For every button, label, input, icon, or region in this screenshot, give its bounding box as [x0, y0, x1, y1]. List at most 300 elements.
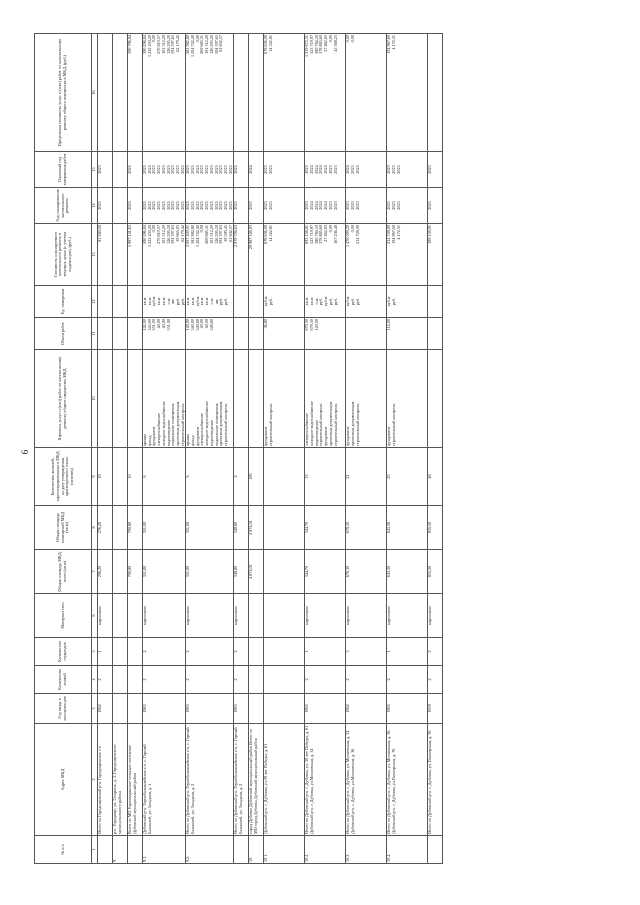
cell-line: подвальные помещения — [170, 403, 176, 446]
cell-line: 126 295,20 — [165, 35, 171, 54]
table-cell: 2 — [143, 638, 186, 666]
cell-line: фундамент — [194, 426, 200, 446]
cell-line: куб.м — [345, 296, 351, 307]
cell-line: 2023 — [327, 165, 333, 174]
cell-line: электроснабжение — [304, 413, 310, 446]
cell-line: руб. — [391, 297, 397, 306]
table-cell: 2 — [98, 666, 113, 694]
table-cell — [186, 350, 234, 448]
table-cell: кирпичное — [143, 594, 186, 638]
table-cell — [113, 666, 128, 694]
cell-line: 27 462,83 — [323, 35, 329, 52]
column-number: 2 — [92, 724, 98, 836]
cell-line: руб. — [268, 297, 274, 306]
table-cell: 2 — [346, 666, 387, 694]
cell-line: 2025 — [179, 201, 185, 210]
table-row — [98, 34, 113, 864]
cell-line: 214 728,00 — [354, 225, 360, 244]
table-cell: Итого по Дубовский р-н. г. Дубовка, ул. Московская, д. 36 Дубовский р-н. г. Дубовка, ул.Пионерская, д. 76 — [387, 724, 428, 836]
table-cell — [234, 188, 249, 224]
cell-line: 351,00 — [165, 319, 171, 331]
cell-line: 2023 — [304, 165, 310, 174]
table-cell — [264, 666, 305, 694]
cell-line: 0,00 — [350, 35, 356, 43]
cell-line: 36,80 — [263, 319, 269, 329]
cell-line: 2025 — [213, 165, 219, 174]
table-cell: 2 — [428, 666, 443, 694]
table-cell — [249, 224, 264, 286]
table-cell — [128, 350, 143, 448]
table-cell — [113, 286, 128, 318]
table-cell: 2 — [143, 666, 186, 694]
table-cell: 2 — [234, 638, 249, 666]
cell-line: 0,00 — [327, 225, 333, 233]
table-cell — [113, 506, 128, 550]
cell-line: 594 397,65 — [213, 35, 219, 54]
cell-line: проектная документация — [218, 401, 224, 446]
column-header: Предельная стоимость услуг и (или) работ по капитальному ремонту общего имущества в МКД, (руб.) — [35, 34, 92, 152]
cell-line: 2025 — [204, 165, 210, 174]
column-number: 5 — [92, 638, 98, 666]
table-cell: 6 — [143, 448, 186, 506]
cell-line: 214 728,00 — [386, 225, 392, 244]
cell-line: строительный контроль — [332, 403, 338, 446]
table-cell — [113, 224, 128, 286]
cell-line: руб. — [354, 297, 360, 306]
cell-line: 2023 — [327, 201, 333, 210]
cell-line: фундамент — [386, 426, 392, 446]
table-cell: 10.4. — [387, 836, 428, 864]
table-cell: 835,50 — [428, 506, 443, 550]
cell-line: 194 967,60 — [391, 225, 397, 244]
cell-line: 2025 — [151, 201, 157, 210]
cell-line: 2023 — [386, 165, 392, 174]
table-cell — [113, 152, 128, 188]
cell-line: 523 719,97 — [309, 225, 315, 244]
cell-line: п.м — [313, 298, 319, 305]
cell-line: 2025 — [227, 201, 233, 210]
cell-line: 40,00 — [160, 319, 166, 329]
cell-line: 2023 — [263, 201, 269, 210]
cell-line: 340,00 — [190, 319, 196, 331]
table-cell — [264, 350, 305, 448]
cell-line: 2023 — [268, 201, 274, 210]
cell-line: 2023 — [97, 165, 102, 174]
cell-line: 126 295,20 — [213, 225, 219, 244]
repair-plan-table — [34, 33, 443, 864]
cell-line: 2024 — [318, 201, 324, 210]
table-cell — [143, 350, 186, 448]
table-row — [428, 34, 443, 864]
table-cell: 349,80 — [234, 506, 249, 550]
cell-line: 2025 — [222, 165, 228, 174]
column-header: Общая площадь помещений МКД (кв.м) — [35, 506, 92, 550]
table-cell — [264, 594, 305, 638]
cell-line: 1 478 009,29 — [345, 225, 351, 247]
table-cell: кирпичное — [186, 594, 234, 638]
table-cell — [98, 286, 113, 318]
table-cell: 351,00 — [186, 550, 234, 594]
cell-line: 2025 — [142, 201, 147, 210]
table-cell: Итого по Дубовский р-н. Горнобалыклейское с/п, с. Горный Балыклей, ул. Западная, д. 2 — [234, 724, 249, 836]
cell-line: 2025 — [218, 165, 224, 174]
cell-line: 270 810,57 — [156, 35, 162, 54]
cell-line: руб. — [174, 297, 180, 306]
table-cell: 1962 — [346, 694, 387, 724]
table-cell: 1 — [98, 638, 113, 666]
cell-line: 140,00 — [185, 319, 191, 331]
table-cell: кирпичное — [387, 594, 428, 638]
table-cell — [264, 188, 305, 224]
table-cell: 10 — [128, 448, 143, 506]
cell-line: 2025 — [199, 201, 205, 210]
cell-line: кв.м — [142, 297, 147, 306]
table-cell — [234, 286, 249, 318]
cell-line: фундамент — [263, 426, 269, 446]
table-cell — [264, 34, 305, 152]
cell-line: 2025 — [233, 201, 239, 210]
cell-line: проектная документация — [327, 401, 333, 446]
table-cell — [113, 550, 128, 594]
cell-line: 2025 — [185, 201, 191, 210]
cell-line: 1 204 742,40 — [194, 225, 200, 247]
cell-line: 2024 — [309, 165, 315, 174]
cell-line: 14 522,81 — [268, 225, 274, 242]
cell-line: кв.м — [185, 297, 191, 306]
table-cell — [387, 188, 428, 224]
cell-line: 2023 — [304, 201, 310, 210]
table-cell: 700,80 — [128, 506, 143, 550]
cell-line: 2025 — [208, 201, 214, 210]
table-cell: 19 — [98, 448, 113, 506]
table-cell: 10.2. — [305, 836, 346, 864]
column-number: 15 — [92, 152, 98, 188]
cell-line: 142,00 — [142, 319, 147, 331]
table-cell — [128, 318, 143, 350]
table-cell — [346, 224, 387, 286]
cell-line: шт. — [170, 298, 176, 305]
table-cell: 643,30 — [387, 506, 428, 550]
table-cell — [305, 188, 346, 224]
cell-line: электроснабжение — [199, 413, 205, 446]
table-cell — [264, 638, 305, 666]
cell-line: 2025 — [160, 165, 166, 174]
cell-line: 45 368,23 — [332, 35, 338, 52]
table-cell: 344,70 — [305, 506, 346, 550]
table-cell: 3 — [346, 638, 387, 666]
column-number: 12 — [92, 286, 98, 318]
cell-line: 5 987 141,63 — [127, 225, 132, 247]
cell-line: фундамент — [151, 426, 157, 446]
cell-line: 2025 — [156, 201, 162, 210]
cell-line: 2025 — [199, 165, 205, 174]
cell-line: 2024 — [323, 201, 329, 210]
cell-line: 2025 — [204, 201, 210, 210]
table-cell — [264, 448, 305, 506]
column-number: 1 — [92, 836, 98, 864]
cell-line: 2025 — [185, 165, 191, 174]
cell-line: 2025 — [170, 165, 176, 174]
table-cell: 2 — [428, 638, 443, 666]
cell-line: 0,00 — [350, 225, 356, 233]
cell-line: 2025 — [218, 201, 224, 210]
table-cell — [387, 350, 428, 448]
cell-line: кв.м — [190, 297, 196, 306]
cell-line: 199 139,91 — [427, 225, 433, 244]
cell-line: 2023 — [354, 201, 360, 210]
cell-line: руб. — [332, 297, 338, 306]
column-number: 3 — [92, 694, 98, 724]
table-cell — [113, 594, 128, 638]
cell-line: 343,00 — [146, 319, 152, 331]
table-cell: кирпичное — [428, 594, 443, 638]
table-cell: р.п. Городище, ул. Гагарина, д. 3. Городищенского муниципального района — [113, 724, 128, 836]
table-cell: 700,80 — [128, 550, 143, 594]
rotated-page — [20, 22, 620, 882]
table-cell: кирпичное — [234, 594, 249, 638]
cell-line: 349,80 — [208, 319, 214, 331]
table-cell — [113, 638, 128, 666]
cell-line: 2024 — [313, 201, 319, 210]
cell-line: 2023 — [427, 165, 433, 174]
table-cell — [387, 286, 428, 318]
table-cell: 4 874,01 — [249, 506, 264, 550]
cell-line: кв.м — [309, 297, 315, 306]
cell-line: 380 784,50 — [313, 35, 319, 54]
column-number: 11 — [92, 318, 98, 350]
cell-line: 14 522,81 — [268, 35, 274, 52]
cell-line: холодное водоснабжение — [204, 401, 210, 446]
table-cell — [305, 34, 346, 152]
cell-line: 679,30 — [304, 319, 310, 331]
table-cell — [98, 350, 113, 448]
cell-line: 1 559 672,31 — [304, 35, 310, 57]
cell-line: 678 636,00 — [263, 35, 269, 54]
cell-line: строительный контроль — [391, 403, 397, 446]
cell-line: 2025 — [160, 201, 166, 210]
table-cell: 349,80 — [234, 550, 249, 594]
cell-line: кв.м — [199, 297, 205, 306]
cell-line: 3 007 409,01 — [185, 225, 191, 247]
table-cell — [186, 188, 234, 224]
table-cell — [264, 506, 305, 550]
table-cell: 296,20 — [98, 550, 113, 594]
table-cell: 4 — [234, 448, 249, 506]
table-cell — [186, 286, 234, 318]
cell-line: 2023 — [395, 201, 401, 210]
cell-line: 594 397,65 — [218, 225, 224, 244]
cell-line: 590 796,84 — [127, 35, 132, 54]
table-cell: 48 — [428, 448, 443, 506]
cell-line: п.м — [208, 298, 214, 305]
table-cell — [428, 152, 443, 188]
table-cell — [128, 594, 143, 638]
column-number: 14 — [92, 188, 98, 224]
table-cell: 185 — [249, 448, 264, 506]
cell-line: 678 636,00 — [263, 225, 269, 244]
cell-line: 581 982,80 — [185, 35, 191, 54]
column-header: Объем работ — [35, 318, 92, 350]
table-cell: 1962 — [98, 694, 113, 724]
table-cell — [249, 152, 264, 188]
cell-line: 2025 — [179, 165, 185, 174]
cell-line: 2025 — [233, 165, 239, 174]
cell-line: 2025 — [156, 165, 162, 174]
cell-line: 2023 — [248, 201, 254, 210]
table-cell: 6 — [186, 448, 234, 506]
table-cell: кирпичное — [305, 594, 346, 638]
cell-line: 40,00 — [199, 319, 205, 329]
cell-line: строительный контроль — [179, 403, 185, 446]
cell-line: 0,00 — [194, 35, 200, 43]
table-row — [264, 34, 305, 864]
cell-line: 61 602,57 — [218, 35, 224, 52]
table-cell — [249, 350, 264, 448]
table-cell — [113, 350, 128, 448]
table-cell: 10.1. — [264, 836, 305, 864]
table-cell — [387, 152, 428, 188]
table-cell: 13 — [305, 448, 346, 506]
cell-line: 126 295,20 — [165, 225, 171, 244]
table-cell — [98, 152, 113, 188]
table-cell — [249, 34, 264, 152]
cell-line: 2025 — [146, 201, 152, 210]
cell-line: 0,00 — [327, 35, 333, 43]
table-row — [249, 34, 264, 864]
table-cell: 1963 — [143, 694, 186, 724]
cell-line: 349,80 — [194, 319, 200, 331]
table-cell — [249, 666, 264, 694]
table-cell — [428, 836, 443, 864]
cell-line: 62 179,42 — [179, 225, 185, 242]
cell-line: 39 590,45 — [222, 225, 228, 242]
table-cell — [143, 188, 186, 224]
cell-line: проектная документация — [350, 401, 356, 446]
table-cell: 835,50 — [428, 550, 443, 594]
table-cell: 679,30 — [346, 550, 387, 594]
cell-line: электроснабжение — [156, 413, 162, 446]
table-cell — [113, 188, 128, 224]
cell-line: 2025 — [170, 201, 176, 210]
cell-line: 126 295,20 — [208, 35, 214, 54]
cell-line: 62 179,42 — [174, 35, 180, 52]
cell-line: руб. — [350, 297, 356, 306]
table-cell: 2 — [305, 666, 346, 694]
table-cell — [428, 188, 443, 224]
cell-line: 1 204 742,40 — [190, 35, 196, 57]
cell-line: строительный контроль — [354, 403, 360, 446]
table-cell: 679,30 — [346, 506, 387, 550]
cell-line: водоотведение — [313, 419, 319, 446]
table-cell — [143, 34, 186, 152]
cell-line: 61 602,57 — [227, 225, 233, 242]
cell-line: 2025 — [194, 165, 200, 174]
cell-line: руб. — [222, 297, 228, 306]
cell-line: 590 296,84 — [142, 225, 147, 244]
cell-line: куб.м — [386, 296, 392, 307]
table-cell — [128, 666, 143, 694]
cell-line: куб.м — [263, 296, 269, 307]
cell-line: 2023 — [332, 165, 338, 174]
cell-line: руб. — [318, 297, 324, 306]
table-cell — [428, 286, 443, 318]
cell-line: 594 397,65 — [170, 35, 176, 54]
table-cell: Итого по Дубовский р-н. г. Дубовка, ул. 30 лет Победы, д. 61 Дубовский р-н. г. Дубовка, ул.Московская, д. 34 — [305, 724, 346, 836]
table-cell: 9. — [113, 836, 128, 864]
cell-line: 2023 — [268, 165, 274, 174]
table-cell — [234, 350, 249, 448]
column-header: Плановый год завершения работ — [35, 152, 92, 188]
table-cell — [428, 224, 443, 286]
table-cell — [346, 152, 387, 188]
table-cell — [346, 34, 387, 152]
table-cell — [249, 318, 264, 350]
cell-line: подвальные помещения — [213, 403, 219, 446]
table-cell — [186, 152, 234, 188]
table-row — [128, 34, 143, 864]
cell-line: 2023 — [332, 201, 338, 210]
table-cell — [128, 34, 143, 152]
cell-line: 378 885,60 — [318, 225, 324, 244]
cell-line: 2025 — [165, 165, 171, 174]
table-cell — [249, 638, 264, 666]
table-cell — [143, 286, 186, 318]
cell-line: 2024 — [318, 165, 324, 174]
cell-line: 40,00 — [204, 319, 210, 329]
table-cell: 1 — [387, 638, 428, 666]
cell-line: 0,00 — [345, 35, 351, 43]
cell-line: 2023 — [391, 201, 397, 210]
table-cell — [113, 448, 128, 506]
cell-line: руб. — [179, 297, 185, 306]
column-header: Год ввода в эксплуатацию — [35, 694, 92, 724]
cell-line: водоотведение — [165, 419, 171, 446]
cell-line: 81 940,00 — [97, 225, 102, 242]
table-cell: 2 — [234, 666, 249, 694]
table-cell: Дубовский р-н. Горнобалыклейское с/п, с. Горный Балыклей, ул. Западная, д. 1 — [143, 724, 186, 836]
table-cell: 643,30 — [387, 550, 428, 594]
cell-line: 2025 — [142, 165, 147, 174]
table-cell — [128, 638, 143, 666]
column-header: Адрес МКД — [35, 724, 92, 836]
table-cell — [113, 694, 128, 724]
table-cell: 344,70 — [305, 550, 346, 594]
table-cell — [249, 694, 264, 724]
cell-line: 29 987 126,93 — [248, 225, 254, 250]
table-cell: 1965 — [387, 694, 428, 724]
page-number: 6 — [20, 449, 30, 455]
cell-line: 679,30 — [309, 319, 315, 331]
table-header — [35, 34, 92, 864]
cell-line: 0,00 — [151, 225, 157, 233]
table-cell — [346, 286, 387, 318]
cell-line: 2025 — [208, 165, 214, 174]
column-header: Общая площадь МКД, всего (кв.м) — [35, 550, 92, 594]
table-row — [143, 34, 186, 864]
cell-line: 270 810,57 — [156, 225, 162, 244]
table-cell: 1963 — [186, 694, 234, 724]
column-header: Количество подъездов — [35, 638, 92, 666]
cell-line: фасад — [190, 435, 196, 446]
cell-line: 2024 — [309, 201, 315, 210]
table-cell: 21 — [346, 448, 387, 506]
cell-line: 27 462,83 — [323, 225, 329, 242]
table-cell: 351,00 — [143, 550, 186, 594]
table-cell — [249, 286, 264, 318]
cell-line: 2025 — [213, 201, 219, 210]
cell-line: строительный контроль — [222, 403, 228, 446]
table-body — [98, 34, 443, 864]
